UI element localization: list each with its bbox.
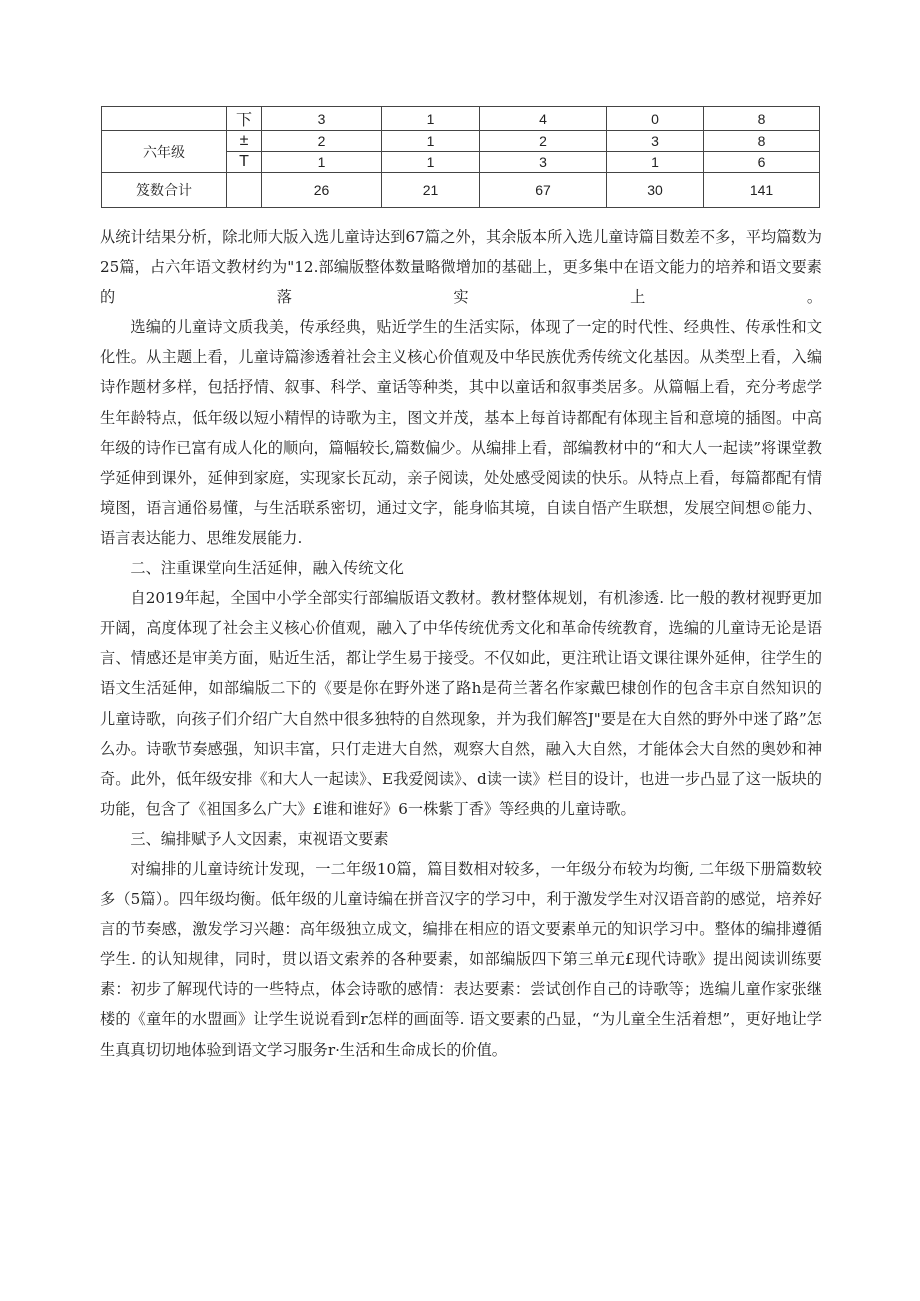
section-heading: 二、注重课堂向生活延伸，融入传统文化 xyxy=(130,559,404,578)
value-cell: 1 xyxy=(382,107,480,131)
value-cell: 3 xyxy=(262,107,382,131)
value-cell: 3 xyxy=(607,131,704,152)
value-cell: 1 xyxy=(382,152,480,173)
section-heading: 三、编排赋予人文因素，束视语文要素 xyxy=(130,829,389,848)
value-cell: 8 xyxy=(704,131,820,152)
value-cell: 0 xyxy=(607,107,704,131)
paragraph: 从统计结果分析，除北师大版入选儿童诗达到67篇之外，其余版本所入选儿童诗篇目数差不多，平均篇数为25篇，占六年语文教材约为"12.部编版整体数量略微增加的基础上，更多集中在语文能力的培养和语文要素的落实上。 xyxy=(100,228,822,307)
total-value-cell: 21 xyxy=(382,173,480,208)
value-cell: 8 xyxy=(704,107,820,131)
total-value-cell: 26 xyxy=(262,173,382,208)
grade-cell xyxy=(102,107,227,131)
total-value-cell: 67 xyxy=(480,173,607,208)
value-cell: 2 xyxy=(480,131,607,152)
semester-cell: T xyxy=(227,152,262,173)
paragraph: 自2019年起，全国中小学全部实行部编版语文教材。教材整体规划，有机渗透. 比一般的教材视野更加开阔，高度体现了社会主义核心价值观，融入了中华传统优秀文化和革命传统教育，选编的儿童诗无论是语言、情感还是审美方面，贴近生活，都让学生易于接受。不仅如此，更注玳让语文课往课外延伸，往学生的语文生活延伸，如部编版二下的《要是你在野外迷了路h是荷兰著名作家戴巴棣创作的包含丰京自然知识的儿童诗歌，向孩子们介绍广大自然中很多独特的自然现象，并为我们解答J"要是在大自然的野外中迷了路”怎么办。诗歌节奏感强，知识丰富，只仃走进大自然，观察大自然，融入大自然，才能体会大自然的奥妙和神奇。此外，低年级安排《和大人一起读》、E我爱阅读》、d读一读》栏目的设计，也进一步凸显了这一版块的功能，包含了《祖国多么广大》£谁和谁好》6一株紫丁香》等经典的儿童诗歌。 xyxy=(100,589,822,818)
semester-cell: ± xyxy=(227,131,262,152)
value-cell: 2 xyxy=(262,131,382,152)
table-total-row xyxy=(102,173,820,208)
value-cell: 4 xyxy=(480,107,607,131)
semester-cell: 下 xyxy=(227,107,262,131)
statistics-table xyxy=(101,106,820,208)
value-cell: 3 xyxy=(480,152,607,173)
value-cell: 1 xyxy=(382,131,480,152)
paragraph: 对编排的儿童诗统计发现，一二年级10篇，篇目数相对较多，一年级分布较为均衡, 二年级下册篇数较多（5篇）。四年级均衡。低年级的儿童诗编在拼音汉字的学习中，利于激发学生对汉语音韵的感觉，培养好言的节奏感，激发学习兴趣：高年级独立成文，编排在相应的语文要素单元的知识学习中。整体的编排遵循学生. 的认知规律，同时，贯以语文索养的各种要素，如部编版四下第三单元£现代诗歌》提出阅读训练要素：初步了解现代诗的一些特点，体会诗歌的感情：表达要素：尝试创作自己的诗歌等；选编儿童作家张继楼的《童年的水盟画》让学生说说看到r怎样的画面等. 语文要素的凸显，“为儿童全生活着想”，更好地让学生真真切切地体验到语文学习服务r·生活和生命成长的价值。 xyxy=(100,859,822,1059)
total-value-cell: 30 xyxy=(607,173,704,208)
body-text xyxy=(100,222,822,1065)
table-row xyxy=(102,107,820,131)
value-cell: 1 xyxy=(607,152,704,173)
grade-cell: 六年级 xyxy=(102,131,227,173)
total-value-cell: 141 xyxy=(704,173,820,208)
value-cell: 1 xyxy=(262,152,382,173)
paragraph: 选编的儿童诗文质我美，传承经典，贴近学生的生活实际，体现了一定的时代性、经典性、传承性和文化性。从主题上看，儿童诗篇渗透着社会主义核心价值观及中华民族优秀传统文化基因。从类型上看，入编诗作题材多样，包括抒情、叙事、科学、童话等种类，其中以童话和叙事类居多。从篇幅上看，充分考虑学生年龄特点，低年级以短小精悍的诗歌为主，图文并茂，基本上每首诗都配有体现主旨和意境的插图。中高年级的诗作已富有成人化的顺向，篇幅较长,篇数偏少。从编排上看，部编教材中的“和大人一起读”将课堂教学延伸到课外，延伸到家庭，实现家长瓦动，亲子阅读，处处感受阅读的快乐。从特点上看，每篇都配有情境图，语言通俗易懂，与生活联系密切，通过文字，能身临其境，自读自悟产生联想，发展空间想©能力、语言表达能力、思维发展能力. xyxy=(100,318,822,547)
total-label: 笈数合计 xyxy=(102,173,227,208)
empty-cell xyxy=(227,173,262,208)
table-row xyxy=(102,131,820,152)
value-cell: 6 xyxy=(704,152,820,173)
